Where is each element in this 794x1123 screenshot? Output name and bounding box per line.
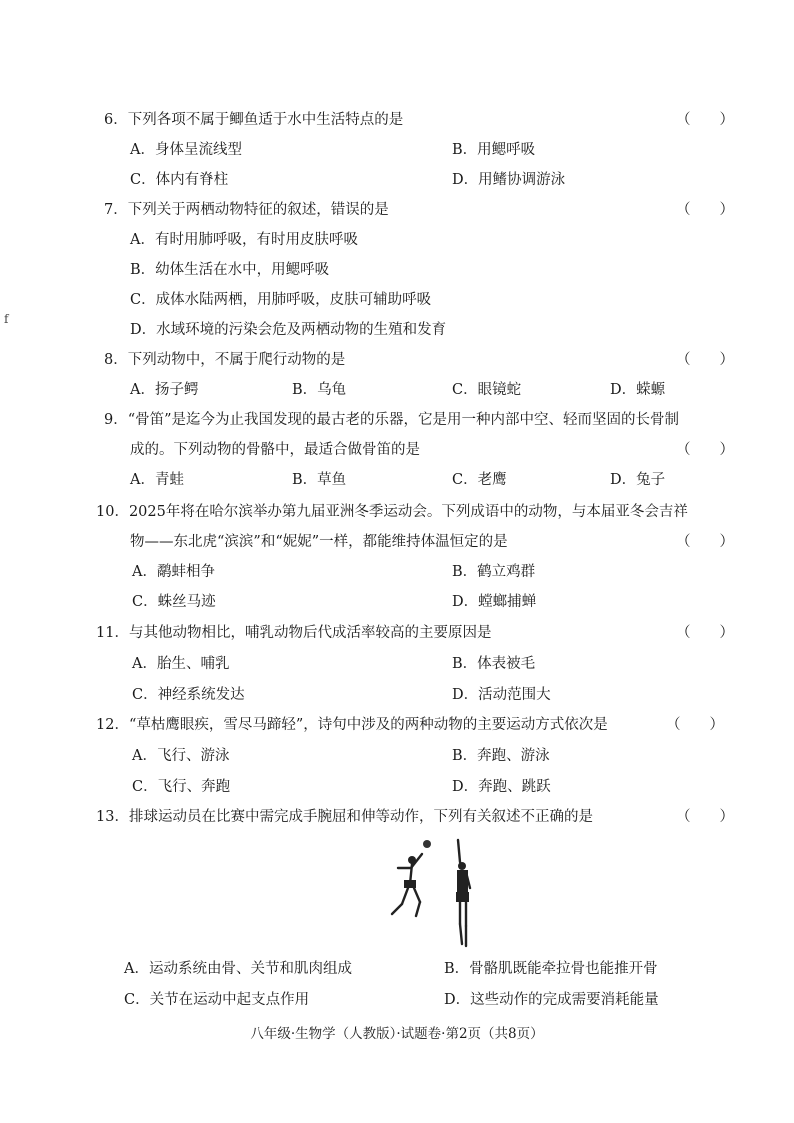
option-a: A．胎生、哺乳 (132, 656, 230, 672)
volleyball-players-figure (382, 836, 492, 952)
option-d: D．用鳍协调游泳 (452, 172, 566, 188)
option-c: C．眼镜蛇 (452, 382, 522, 398)
option-d: D．蝾螈 (610, 382, 666, 398)
option-d: D．兔子 (610, 472, 666, 488)
question-stem: 9．“骨笛”是迄今为止我国发现的最古老的乐器，它是用一种内部中空、轻而坚固的长骨制 (104, 412, 680, 428)
answer-paren: （ ） (676, 625, 734, 641)
answer-paren: （ ） (676, 112, 734, 128)
option-b: B．幼体生活在水中，用鳃呼吸 (130, 262, 330, 278)
option-b: B．草鱼 (292, 472, 347, 488)
question-stem-cont: 成的。下列动物的骨骼中，最适合做骨笛的是 (130, 442, 420, 458)
option-b: B．体表被毛 (452, 656, 536, 672)
option-c: C．体内有脊柱 (130, 172, 229, 188)
option-a: A．运动系统由骨、关节和肌肉组成 (124, 961, 352, 977)
player-right (456, 840, 470, 946)
option-a: A．身体呈流线型 (130, 142, 242, 158)
option-d: D．这些动作的完成需要消耗能量 (444, 992, 659, 1008)
option-a: A．青蛙 (130, 472, 184, 488)
option-b: B．奔跑、游泳 (452, 748, 550, 764)
question-stem: 12．“草枯鹰眼疾，雪尽马蹄轻”，诗句中涉及的两种动物的主要运动方式依次是 (96, 717, 608, 733)
option-c: C．成体水陆两栖，用肺呼吸，皮肤可辅助呼吸 (130, 292, 432, 308)
question-stem: 13．排球运动员在比赛中需完成手腕屈和伸等动作，下列有关叙述不正确的是 (96, 809, 593, 825)
option-a: A．扬子鳄 (130, 382, 199, 398)
page-footer: 八年级·生物学（人教版）·试题卷·第2页（共8页） (250, 1026, 544, 1042)
question-stem: 10．2025年将在哈尔滨举办第九届亚洲冬季运动会。下列成语中的动物，与本届亚冬会吉祥 (96, 504, 688, 520)
question-stem: 8．下列动物中，不属于爬行动物的是 (104, 352, 346, 368)
answer-paren: （ ） (676, 202, 734, 218)
answer-paren: （ ） (676, 352, 734, 368)
option-d: D．活动范围大 (452, 687, 551, 703)
question-stem-cont: 物——东北虎“滨滨”和“妮妮”一样，都能维持体温恒定的是 (130, 534, 508, 550)
option-b: B．乌龟 (292, 382, 347, 398)
answer-paren: （ ） (666, 717, 724, 733)
answer-paren: （ ） (676, 442, 734, 458)
option-d: D．螳螂捕蝉 (452, 594, 537, 610)
question-stem: 7．下列关于两栖动物特征的叙述，错误的是 (104, 202, 389, 218)
option-c: C．蛛丝马迹 (132, 594, 216, 610)
question-stem: 6．下列各项不属于鲫鱼适于水中生活特点的是 (104, 112, 404, 128)
option-d: D．奔跑、跳跃 (452, 779, 551, 795)
option-b: B．鹤立鸡群 (452, 564, 536, 580)
option-a: A．鹬蚌相争 (132, 564, 215, 580)
option-c: C．飞行、奔跑 (132, 779, 231, 795)
option-a: A．飞行、游泳 (132, 748, 230, 764)
option-b: B．骨骼肌既能牵拉骨也能推开骨 (444, 961, 658, 977)
option-a: A．有时用肺呼吸，有时用皮肤呼吸 (130, 232, 358, 248)
answer-paren: （ ） (676, 809, 734, 825)
option-c: C．神经系统发达 (132, 687, 245, 703)
question-stem: 11．与其他动物相比，哺乳动物后代成活率较高的主要原因是 (96, 625, 492, 641)
player-left (392, 854, 422, 916)
option-b: B．用鳃呼吸 (452, 142, 536, 158)
option-c: C．老鹰 (452, 472, 507, 488)
volleyball-icon (423, 840, 431, 848)
margin-mark: f (4, 312, 9, 326)
answer-paren: （ ） (676, 534, 734, 550)
option-c: C．关节在运动中起支点作用 (124, 992, 310, 1008)
option-d: D．水域环境的污染会危及两栖动物的生殖和发育 (130, 322, 447, 338)
